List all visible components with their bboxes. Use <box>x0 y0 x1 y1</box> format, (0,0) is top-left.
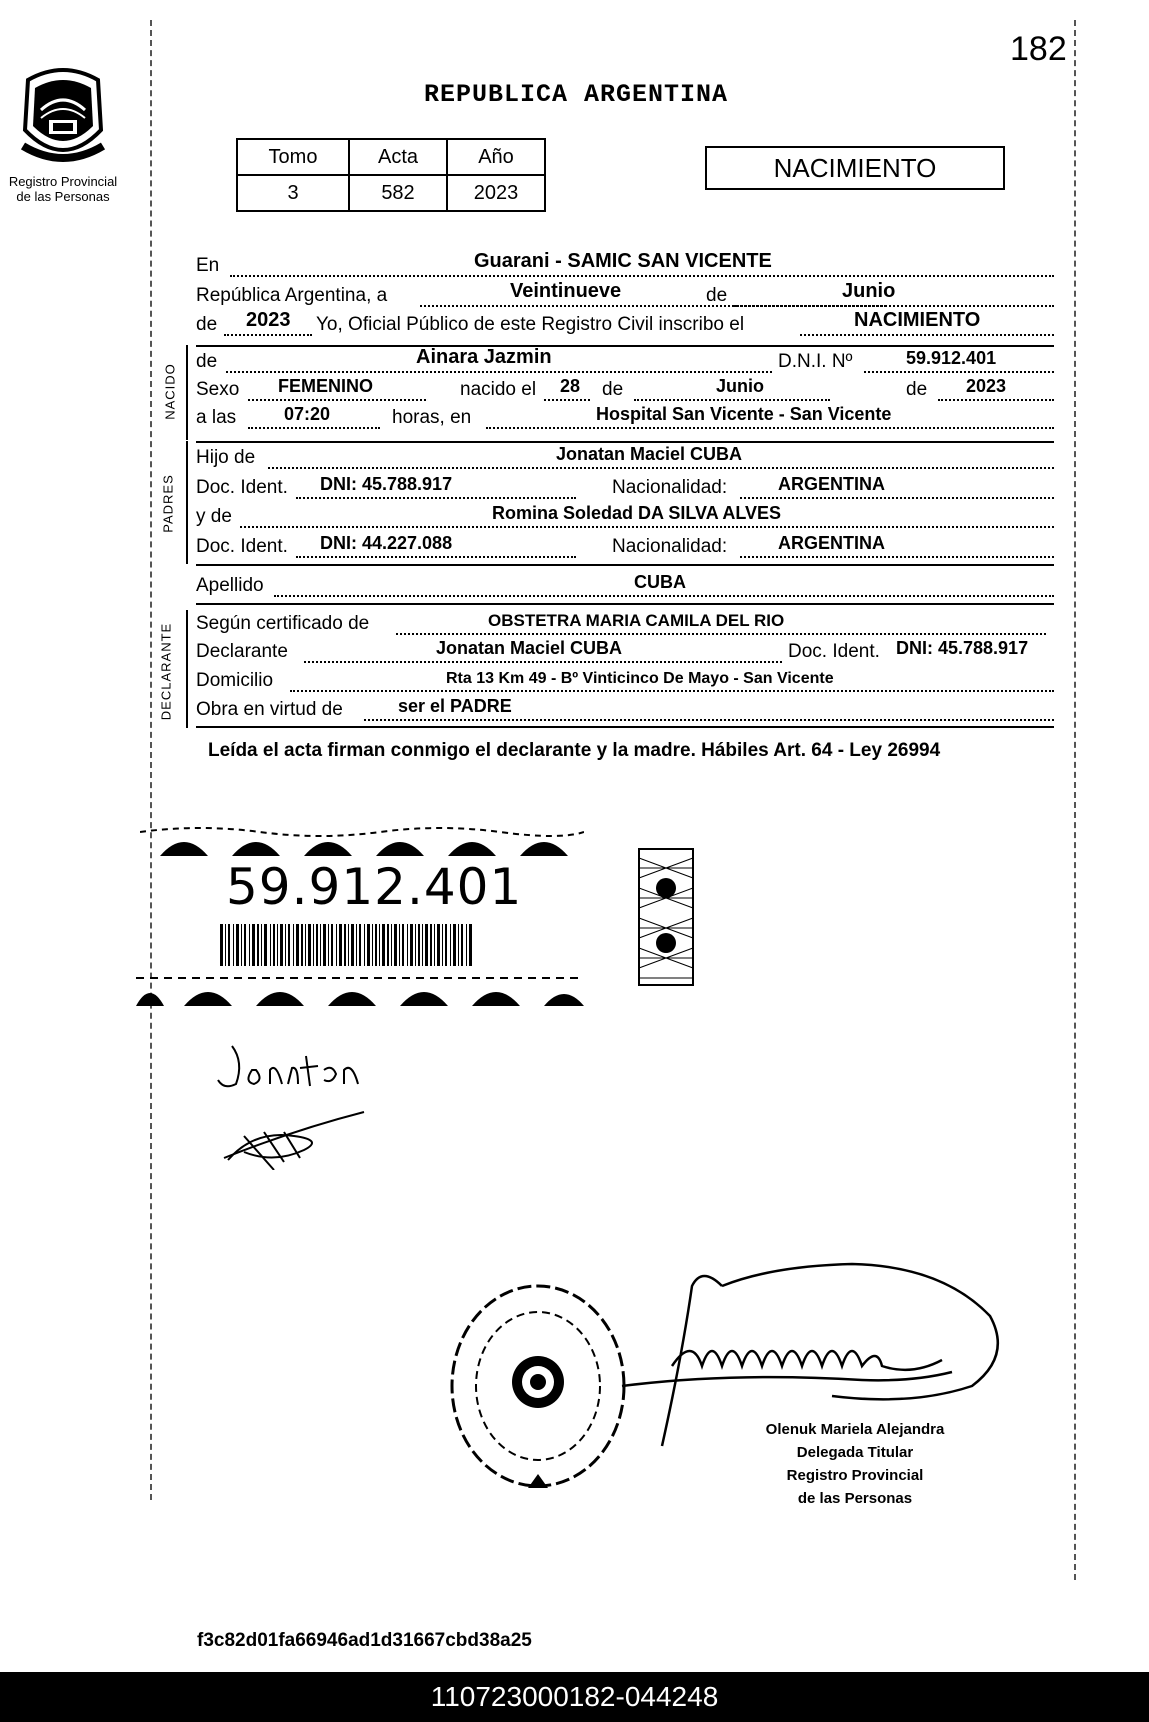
divider-2 <box>196 441 1054 443</box>
nacido-side-bar <box>186 345 188 440</box>
footer-code-bar: 110723000182-044248 <box>0 1672 1149 1722</box>
birth-year-value: 2023 <box>966 376 1007 396</box>
horas-label: horas, en <box>392 407 472 428</box>
father-nat-label: Nacionalidad: <box>612 477 728 498</box>
wave-pattern-icon <box>140 826 584 862</box>
place-value: Guarani - SAMIC SAN VICENTE <box>474 250 772 272</box>
birth-month-value: Junio <box>716 376 764 396</box>
value-tomo: 3 <box>237 175 349 211</box>
row-name <box>196 348 1054 376</box>
record-table <box>236 138 546 212</box>
header-ano: Año <box>447 139 545 175</box>
seal-icon <box>446 1278 630 1496</box>
row-place <box>196 252 1054 280</box>
registry-logo <box>4 60 122 204</box>
padres-section-label: PADRES <box>160 474 176 533</box>
document-hash: f3c82d01fa66946ad1d31667cbd38a25 <box>197 1630 532 1651</box>
de-name-label: de <box>196 351 218 372</box>
row-father <box>196 444 1054 472</box>
left-margin-line <box>150 20 152 1500</box>
barcode-icon <box>220 924 474 966</box>
row-date <box>196 282 1054 310</box>
decl-label: Declarante <box>196 641 288 662</box>
republic-label: República Argentina, a <box>196 285 388 306</box>
stamp-bottom-band <box>136 974 584 1010</box>
row-inscribe <box>196 311 1054 339</box>
declarante-section-label: DECLARANTE <box>158 622 174 721</box>
stamp-number: 59.912.401 <box>226 858 523 916</box>
child-name-value: Ainara Jazmin <box>416 346 552 368</box>
stamp-top-band <box>140 826 584 862</box>
row-mother <box>196 503 1054 531</box>
inscribe-label: Yo, Oficial Público de este Registro Civil inscribo el <box>316 314 745 335</box>
de-label: de <box>706 285 728 306</box>
official-seal <box>446 1278 630 1496</box>
dom-label: Domicilio <box>196 670 274 691</box>
row-surname <box>196 572 1054 600</box>
row-declarant <box>196 638 1054 666</box>
cert-value: OBSTETRA MARIA CAMILA DEL RIO <box>488 611 785 630</box>
child-dni-value: 59.912.401 <box>906 348 997 368</box>
mother-nat-value: ARGENTINA <box>778 533 885 553</box>
cert-label: Según certificado de <box>196 613 370 634</box>
father-dni-value: DNI: 45.788.917 <box>320 474 453 494</box>
act-type-value: NACIMIENTO <box>854 309 981 331</box>
row-reason <box>196 696 1054 724</box>
hologram-icon <box>638 848 694 986</box>
mother-dni-value: DNI: 44.227.088 <box>320 533 453 553</box>
hijo-label: Hijo de <box>196 447 256 468</box>
wave-pattern-icon <box>136 974 584 1010</box>
security-hologram <box>638 848 694 986</box>
dni-label: D.N.I. Nº <box>778 351 853 372</box>
birth-time-value: 07:20 <box>284 404 331 424</box>
header-tomo: Tomo <box>237 139 349 175</box>
mother-doc-label: Doc. Ident. <box>196 536 288 557</box>
birth-day-value: 28 <box>560 376 581 396</box>
official-name: Olenuk Mariela Alejandra <box>765 1421 945 1438</box>
signature-icon <box>214 1040 394 1170</box>
divider-4 <box>196 603 1054 605</box>
value-ano: 2023 <box>447 175 545 211</box>
apellido-label: Apellido <box>196 575 264 596</box>
birth-place-value: Hospital San Vicente - San Vicente <box>596 404 892 424</box>
mother-name-value: Romina Soledad DA SILVA ALVES <box>492 503 782 523</box>
father-name-value: Jonatan Maciel CUBA <box>556 444 743 464</box>
obra-label: Obra en virtud de <box>196 699 343 720</box>
country-title: REPUBLICA ARGENTINA <box>424 80 729 109</box>
yde-label: y de <box>196 506 232 527</box>
nacido-label: nacido el <box>460 379 537 400</box>
official-office-2: de las Personas <box>797 1490 913 1507</box>
right-margin-line <box>1074 20 1076 1580</box>
surname-value: CUBA <box>634 572 686 592</box>
coat-of-arms-icon <box>13 60 113 170</box>
de-year-label: de <box>196 314 218 335</box>
father-nat-value: ARGENTINA <box>778 474 885 494</box>
row-address <box>196 667 1054 695</box>
header-acta: Acta <box>349 139 447 175</box>
divider-1 <box>196 345 1054 347</box>
month-value: Junio <box>842 280 896 302</box>
reason-value: ser el PADRE <box>398 696 512 716</box>
sexo-value: FEMENINO <box>278 376 374 396</box>
nacido-section-label: NACIDO <box>162 363 178 420</box>
barcode <box>220 924 474 966</box>
day-words-value: Veintinueve <box>510 280 622 302</box>
row-father-doc <box>196 474 1054 502</box>
sexo-label: Sexo <box>196 379 240 400</box>
record-type-box: NACIMIENTO <box>705 146 1005 190</box>
mother-nat-label: Nacionalidad: <box>612 536 728 557</box>
declarant-dni-value: DNI: 45.788.917 <box>896 638 1029 658</box>
row-time <box>196 404 1054 432</box>
official-title: Delegada Titular <box>796 1444 914 1461</box>
row-mother-doc <box>196 533 1054 561</box>
en-label: En <box>196 255 220 276</box>
legal-note: Leída el acta firman conmigo el declarante y la madre. Hábiles Art. 64 - Ley 26994 <box>208 740 941 761</box>
divider-3 <box>196 564 1054 566</box>
alas-label: a las <box>196 407 237 428</box>
value-acta: 582 <box>349 175 447 211</box>
padres-side-bar <box>186 441 188 564</box>
declarant-signature <box>214 1040 394 1170</box>
father-doc-label: Doc. Ident. <box>196 477 288 498</box>
official-block <box>720 1418 990 1510</box>
row-sex <box>196 376 1054 404</box>
year-value: 2023 <box>246 309 291 331</box>
de-month-label: de <box>602 379 624 400</box>
logo-caption-1: Registro Provincial <box>8 174 118 189</box>
official-office-1: Registro Provincial <box>786 1467 924 1484</box>
declarant-name-value: Jonatan Maciel CUBA <box>436 638 623 658</box>
page-number: 182 <box>1010 30 1067 68</box>
logo-caption-2: de las Personas <box>16 189 110 204</box>
address-value: Rta 13 Km 49 - Bº Vinticinco De Mayo - San Vicente <box>446 670 834 687</box>
decl-doc-label: Doc. Ident. <box>788 641 880 662</box>
row-cert <box>196 610 1054 638</box>
divider-5 <box>196 726 1054 728</box>
declarante-side-bar <box>186 610 188 728</box>
de-year-label-2: de <box>906 379 928 400</box>
